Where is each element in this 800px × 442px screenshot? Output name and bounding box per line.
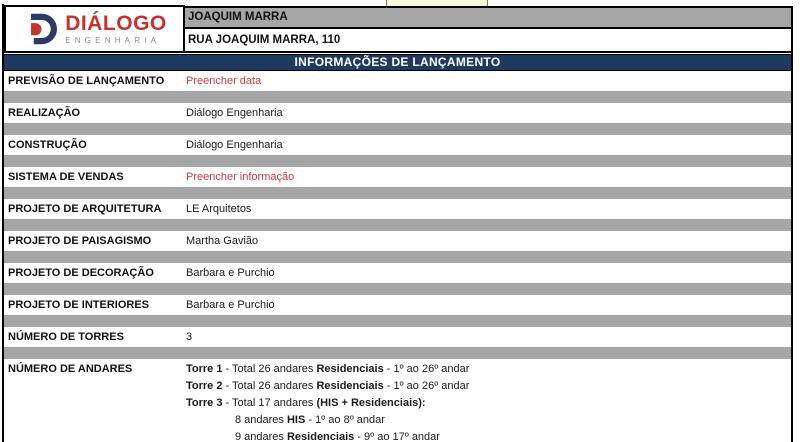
text-segment: Torre 3 xyxy=(186,397,223,409)
field-label: PROJETO DE PAISAGISMO xyxy=(8,235,152,247)
text-segment: Residenciais xyxy=(286,431,355,442)
info-row xyxy=(4,295,791,315)
text-segment: - Total 26 andares xyxy=(222,380,317,392)
text-segment: Residenciais xyxy=(316,363,384,375)
text-segment: - Total 17 andares xyxy=(222,397,317,409)
field-value-cell[interactable]: LE Arquitetos xyxy=(186,203,252,215)
info-row xyxy=(4,167,791,187)
section-title: INFORMAÇÕES DE LANÇAMENTO xyxy=(4,54,791,71)
field-value-cell[interactable]: 3 xyxy=(186,331,193,343)
andares-line xyxy=(186,429,469,442)
project-name-cell[interactable]: JOAQUIM MARRA xyxy=(185,6,791,29)
andares-line xyxy=(186,412,469,429)
field-label: PROJETO DE DECORAÇÃO xyxy=(8,267,154,279)
separator-band xyxy=(4,283,791,295)
text-segment: - Total 26 andares xyxy=(222,363,317,375)
info-row xyxy=(4,71,791,91)
text-segment: Residenciais xyxy=(316,380,384,392)
separator-band xyxy=(4,347,791,359)
field-value-cell[interactable]: Diálogo Engenharia xyxy=(186,107,283,119)
andares-line xyxy=(186,395,469,412)
andares-section xyxy=(4,359,791,442)
separator-band xyxy=(4,155,791,167)
text-segment: - 1º ao 8º andar xyxy=(305,414,385,426)
brand-name: DIÁLOGO xyxy=(65,12,167,35)
andares-line xyxy=(186,361,469,378)
separator-band xyxy=(4,315,791,327)
info-row xyxy=(4,199,791,219)
field-value-cell[interactable]: Preencher data xyxy=(186,75,262,87)
brand-subtitle: ENGENHARIA xyxy=(65,36,161,45)
text-segment: (HIS + Residenciais): xyxy=(316,397,426,409)
field-label: PROJETO DE ARQUITETURA xyxy=(8,203,162,215)
separator-band xyxy=(4,187,791,199)
field-value-cell[interactable]: Preencher informação xyxy=(186,171,295,183)
field-label: NÚMERO DE TORRES xyxy=(8,331,124,343)
info-row xyxy=(4,135,791,155)
text-segment: - 9º ao 17º andar xyxy=(354,431,440,442)
field-value-cell[interactable]: Martha Gavião xyxy=(186,235,259,247)
text-segment: 8 andares xyxy=(235,414,287,426)
project-address-cell[interactable]: RUA JOAQUIM MARRA, 110 xyxy=(185,29,791,53)
field-label: CONSTRUÇÃO xyxy=(8,139,87,151)
andares-value-cell[interactable] xyxy=(186,361,469,442)
logo-wordmark xyxy=(65,13,167,45)
andares-line xyxy=(186,378,469,395)
text-segment: Torre 1 xyxy=(186,363,223,375)
separator-band xyxy=(4,123,791,135)
text-segment: Torre 2 xyxy=(186,380,223,392)
field-value-cell[interactable]: Diálogo Engenharia xyxy=(186,139,283,151)
text-segment: - 1º ao 26º andar xyxy=(383,380,470,392)
company-logo xyxy=(4,5,185,53)
separator-band xyxy=(4,251,791,263)
field-label: PREVISÃO DE LANÇAMENTO xyxy=(8,75,165,87)
separator-band xyxy=(4,91,791,103)
sheet-right-border xyxy=(791,6,793,442)
field-label-andares: NÚMERO DE ANDARES xyxy=(8,363,133,375)
field-label: PROJETO DE INTERIORES xyxy=(8,299,149,311)
field-value-cell[interactable]: Barbara e Purchio xyxy=(186,299,275,311)
info-row xyxy=(4,231,791,251)
info-row xyxy=(4,263,791,283)
separator-band xyxy=(4,219,791,231)
text-segment: HIS xyxy=(286,414,306,426)
info-row xyxy=(4,327,791,347)
text-segment: - 1º ao 26º andar xyxy=(383,363,470,375)
field-label: SISTEMA DE VENDAS xyxy=(8,171,124,183)
text-segment: 9 andares xyxy=(235,431,287,442)
dialogo-logo-icon xyxy=(22,12,58,46)
field-value-cell[interactable]: Barbara e Purchio xyxy=(186,267,275,279)
info-row xyxy=(4,103,791,123)
field-label: REALIZAÇÃO xyxy=(8,107,81,119)
